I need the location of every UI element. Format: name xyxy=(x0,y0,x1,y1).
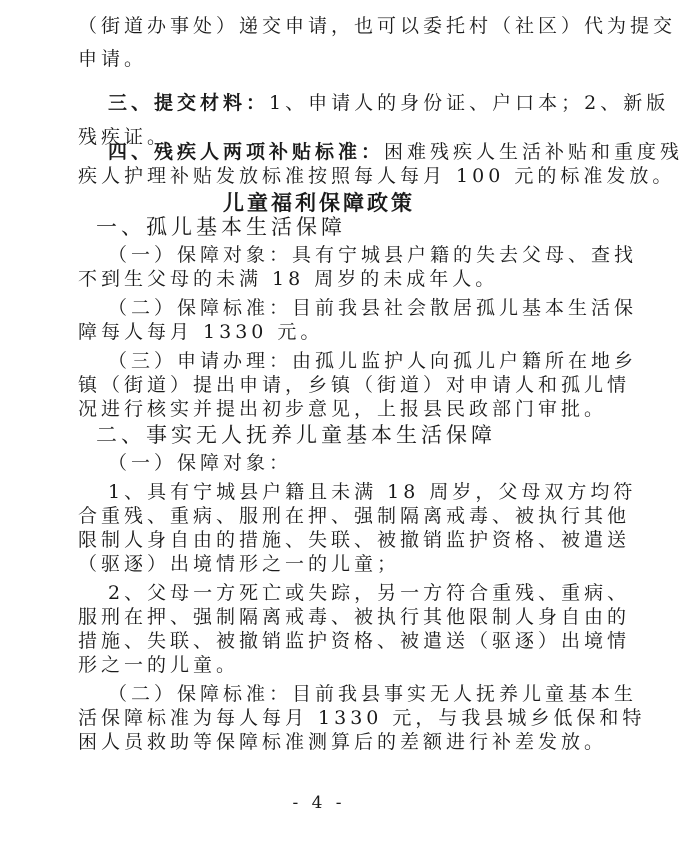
paragraph-line: 障每人每月 1330 元。 xyxy=(78,321,324,343)
paragraph-line: 合重残、重病、服刑在押、强制隔离戒毒、被执行其他 xyxy=(78,505,631,527)
paragraph-line: 2、父母一方死亡或失踪，另一方符合重残、重病、 xyxy=(108,582,631,604)
paragraph-text: 困难残疾人生活补贴和重度残 xyxy=(384,141,683,163)
paragraph-line: 困人员救助等保障标准测算后的差额进行补差发放。 xyxy=(78,731,608,753)
section-label: 四、残疾人两项补贴标准： xyxy=(108,141,385,163)
paragraph-line: 镇（街道）提出申请，乡镇（街道）对申请人和孤儿情 xyxy=(78,374,631,396)
paragraph-line: （三）申请办理：由孤儿监护人向孤儿户籍所在地乡 xyxy=(108,350,638,372)
paragraph-line: （二）保障标准：目前我县社会散居孤儿基本生活保 xyxy=(108,297,638,319)
paragraph-text: 1、申请人的身份证、户口本；2、新版 xyxy=(269,92,670,114)
section-heading: 一、孤儿基本生活保障 xyxy=(96,215,346,239)
paragraph-line: 活保障标准为每人每月 1330 元，与我县城乡低保和特 xyxy=(78,707,646,729)
paragraph-line: 况进行核实并提出初步意见，上报县民政部门审批。 xyxy=(78,398,608,420)
paragraph-line xyxy=(108,140,683,164)
paragraph-line xyxy=(108,91,669,115)
paragraph-line: 服刑在押、强制隔离戒毒、被执行其他限制人身自由的 xyxy=(78,606,631,628)
paragraph-line: （驱逐）出境情形之一的儿童； xyxy=(78,553,401,575)
section-label: 三、提交材料： xyxy=(108,92,270,114)
paragraph-line: （一）保障对象：具有宁城县户籍的失去父母、查找 xyxy=(108,244,638,266)
page-title: 儿童福利保障政策 xyxy=(223,191,415,215)
paragraph-line: （一）保障对象： xyxy=(108,452,293,474)
paragraph-line: 残疾证。 xyxy=(78,126,171,148)
paragraph-line: （街道办事处）递交申请，也可以委托村（社区）代为提交 xyxy=(78,15,677,37)
section-heading: 二、事实无人抚养儿童基本生活保障 xyxy=(96,423,496,447)
paragraph-line: 不到生父母的未满 18 周岁的未成年人。 xyxy=(78,268,499,290)
page-number: - 4 - xyxy=(292,793,346,813)
paragraph-line: 措施、失联、被撤销监护资格、被遣送（驱逐）出境情 xyxy=(78,630,631,652)
paragraph-line: 限制人身自由的措施、失联、被撤销监护资格、被遣送 xyxy=(78,529,631,551)
paragraph-line: （二）保障标准：目前我县事实无人抚养儿童基本生 xyxy=(108,683,638,705)
paragraph-line: 形之一的儿童。 xyxy=(78,654,240,676)
paragraph-line: 疾人护理补贴发放标准按照每人每月 100 元的标准发放。 xyxy=(78,165,676,187)
paragraph-line: 1、具有宁城县户籍且未满 18 周岁，父母双方均符 xyxy=(108,481,637,503)
paragraph-line: 申请。 xyxy=(78,48,148,70)
